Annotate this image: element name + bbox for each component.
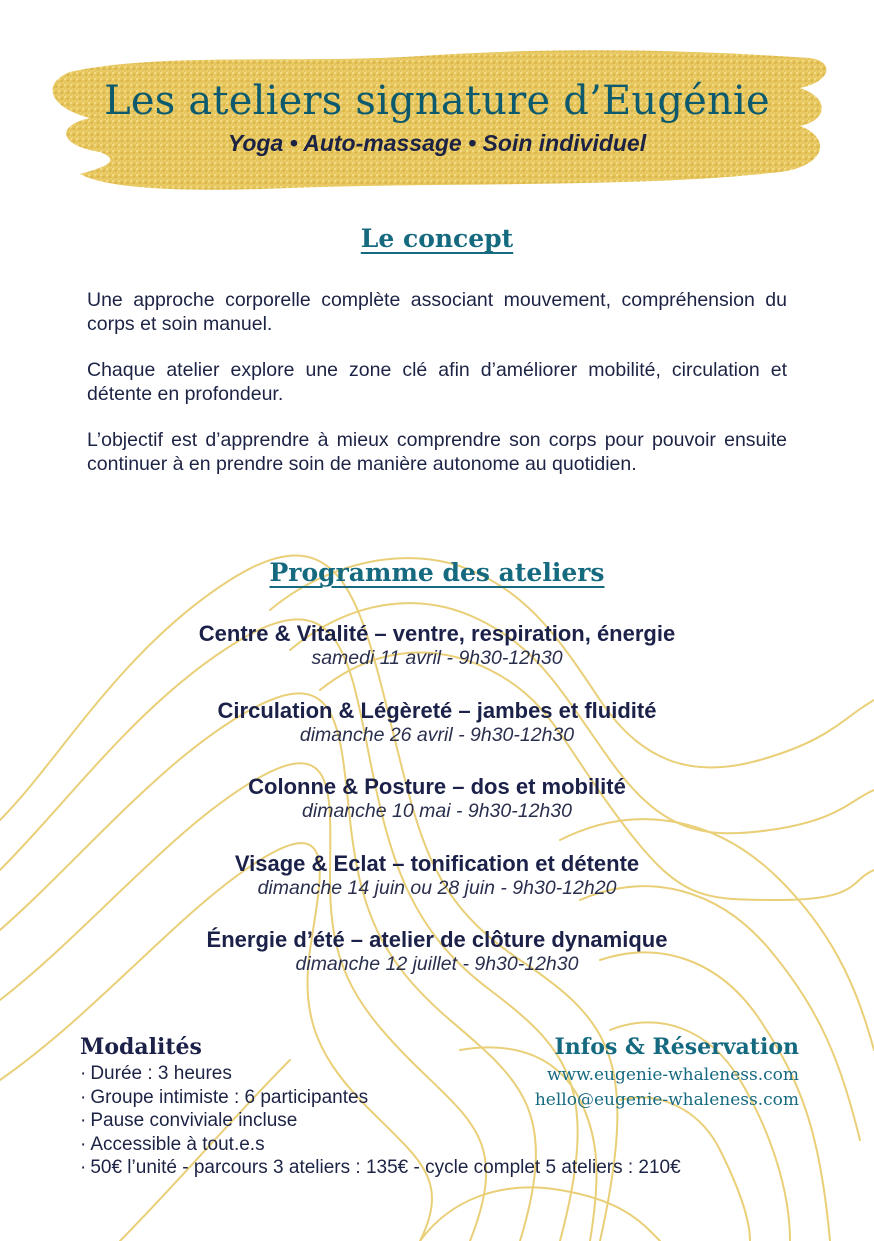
modalites-heading: Modalités: [80, 1034, 202, 1060]
page-title: Les ateliers signature d’Eugénie: [104, 78, 770, 124]
list-item: [80, 1133, 800, 1157]
programme-list: [0, 620, 874, 1003]
programme-heading: Programme des ateliers: [269, 558, 605, 587]
atelier-date: dimanche 12 juillet - 9h30-12h30: [295, 953, 579, 975]
website-link[interactable]: www.eugenie-whaleness.com: [546, 1065, 799, 1085]
concept-text: [87, 288, 787, 498]
list-item-text: Durée : 3 heures: [90, 1063, 232, 1084]
list-item-text: Groupe intimiste : 6 participantes: [90, 1086, 369, 1108]
page-subtitle: Yoga • Auto-massage • Soin individuel: [227, 130, 647, 156]
bullet-icon: ·: [80, 1157, 87, 1178]
email-link[interactable]: hello@eugenie-whaleness.com: [534, 1090, 799, 1110]
atelier-item: [0, 620, 874, 697]
atelier-item: [0, 926, 874, 1003]
bullet-icon: ·: [80, 1133, 87, 1155]
atelier-date: dimanche 26 avril - 9h30-12h30: [299, 723, 575, 746]
list-item-text: Pause conviviale incluse: [90, 1110, 298, 1131]
atelier-title: Énergie d’été – atelier de clôture dynamique: [206, 927, 668, 952]
concept-heading: Le concept: [360, 224, 514, 253]
atelier-title: Circulation & Légèreté – jambes et fluidité: [217, 697, 657, 723]
concept-paragraph: L’objectif est d’apprendre à mieux comprendre son corps pour pouvoir ensuite continuer à en prendre soin de manière autonome au quotidien.: [87, 429, 787, 475]
bullet-icon: ·: [80, 1063, 87, 1084]
bullet-icon: ·: [80, 1110, 87, 1131]
atelier-item: [0, 697, 874, 774]
infos-section: [535, 1034, 799, 1113]
concept-paragraph: Chaque atelier explore une zone clé afin d’améliorer mobilité, circulation et détente en profondeur.: [87, 359, 787, 405]
bullet-icon: ·: [80, 1086, 87, 1108]
list-item: [80, 1156, 800, 1180]
list-item-text: Accessible à tout.e.s: [90, 1133, 265, 1155]
atelier-item: [0, 850, 874, 927]
list-item-text: 50€ l’unité - parcours 3 ateliers : 135€ - cycle complet 5 ateliers : 210€: [90, 1157, 681, 1178]
atelier-title: Colonne & Posture – dos et mobilité: [248, 774, 626, 799]
atelier-title: Visage & Eclat – tonification et détente: [234, 850, 640, 876]
atelier-date: samedi 11 avril - 9h30-12h30: [311, 647, 563, 669]
concept-paragraph: Une approche corporelle complète associant mouvement, compréhension du corps et soin manuel.: [87, 289, 787, 335]
atelier-date: dimanche 10 mai - 9h30-12h30: [302, 800, 572, 822]
atelier-title: Centre & Vitalité – ventre, respiration, énergie: [198, 621, 676, 646]
atelier-date: dimanche 14 juin ou 28 juin - 9h30-12h20: [257, 876, 617, 899]
infos-heading: Infos & Réservation: [554, 1034, 799, 1060]
atelier-item: [0, 773, 874, 850]
